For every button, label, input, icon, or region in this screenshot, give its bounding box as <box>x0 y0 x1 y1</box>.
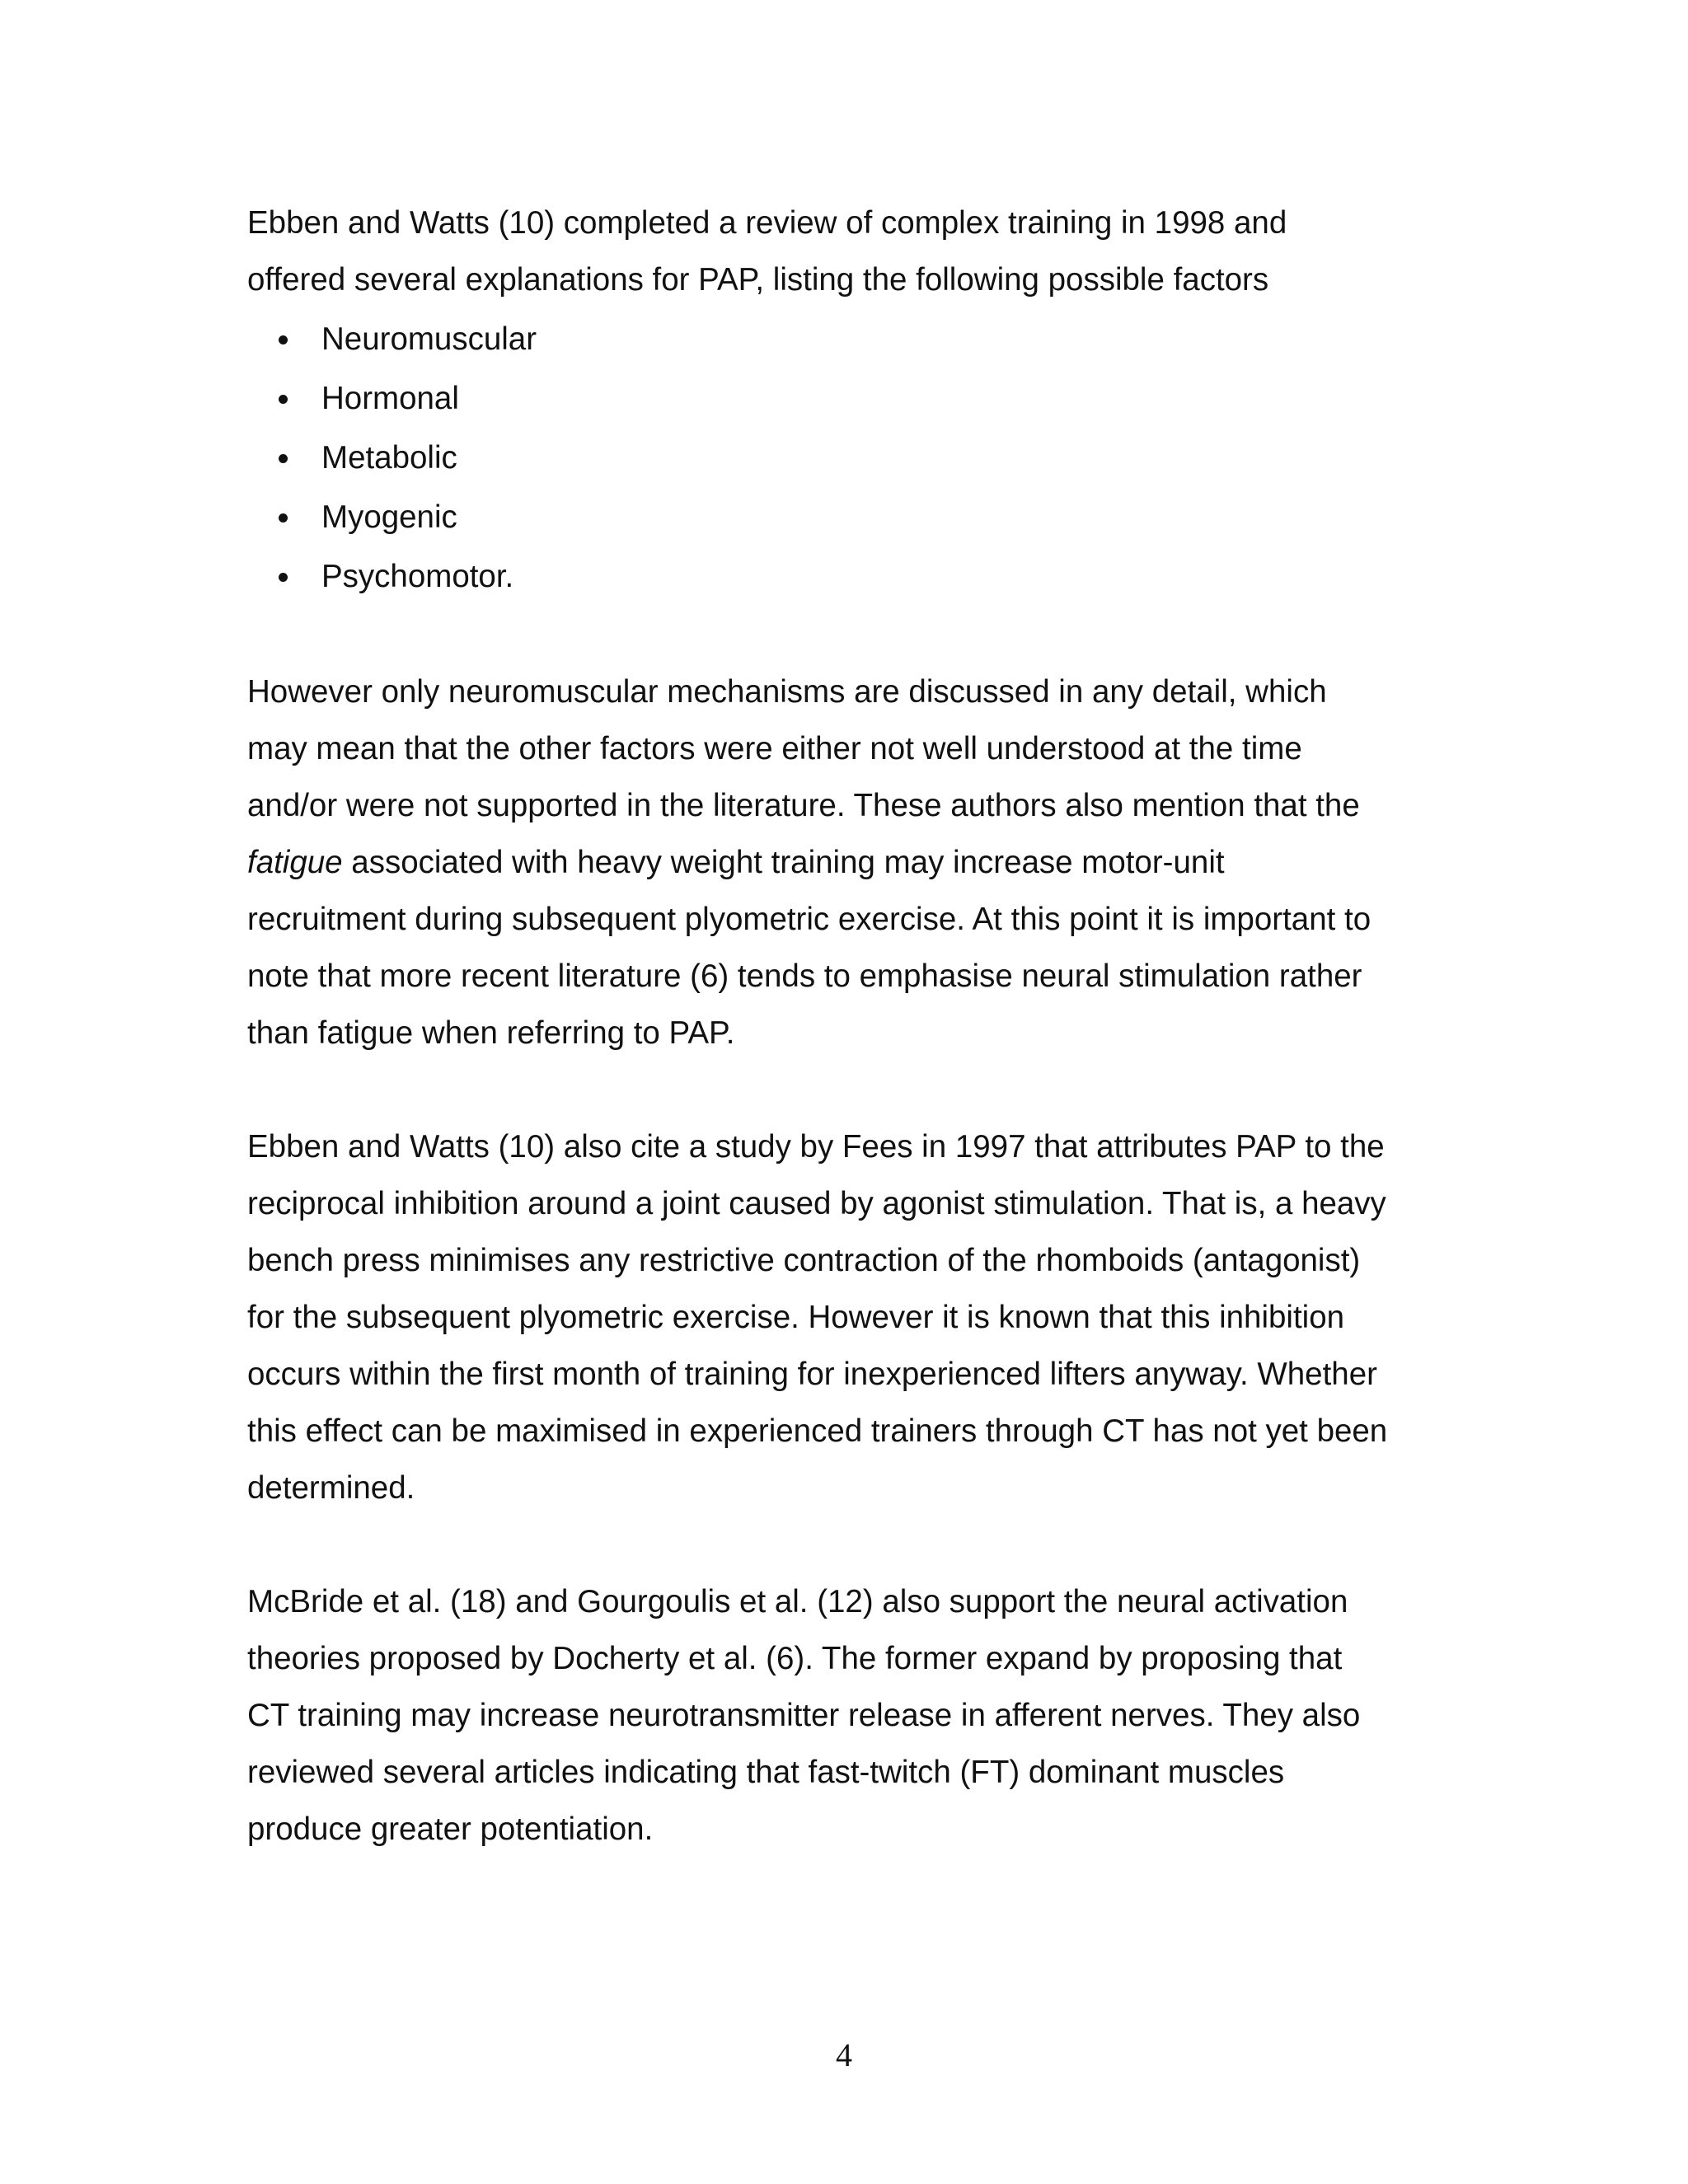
emphasized-word: fatigue <box>247 845 343 880</box>
text-line: this effect can be maximised in experienced trainers through CT has not yet been <box>247 1413 1388 1449</box>
bullet-icon <box>279 395 288 404</box>
text-line: bench press minimises any restrictive contraction of the rhomboids (antagonist) <box>247 1243 1361 1278</box>
list-item <box>247 488 1467 547</box>
page-number: 4 <box>836 2036 852 2074</box>
text-line: and/or were not supported in the literature. These authors also mention that the <box>247 788 1360 823</box>
paragraph-spacer <box>247 1062 1467 1118</box>
text-line: CT training may increase neurotransmitter release in afferent nerves. They also <box>247 1698 1361 1733</box>
list-item-label: Myogenic <box>321 499 457 535</box>
text-line: occurs within the first month of training for inexperienced lifters anyway. Whether <box>247 1357 1377 1392</box>
text-line: offered several explanations for PAP, listing the following possible factors <box>247 262 1269 298</box>
text-line <box>247 834 1467 891</box>
text-line: McBride et al. (18) and Gourgoulis et al. (12) also support the neural activation <box>247 1584 1348 1619</box>
text-line: note that more recent literature (6) tends to emphasise neural stimulation rather <box>247 958 1362 994</box>
paragraph-spacer <box>247 1516 1467 1573</box>
body-text <box>247 194 1467 1858</box>
list-item <box>247 429 1467 488</box>
list-item-label: Neuromuscular <box>321 321 537 357</box>
text-line: However only neuromuscular mechanisms are discussed in any detail, which <box>247 674 1327 710</box>
text-line: theories proposed by Docherty et al. (6). The former expand by proposing that <box>247 1641 1343 1676</box>
list-item-label: Psychomotor. <box>321 559 514 594</box>
text-line: Ebben and Watts (10) also cite a study by Fees in 1997 that attributes PAP to the <box>247 1129 1385 1165</box>
text-line: Ebben and Watts (10) completed a review of complex training in 1998 and <box>247 205 1287 241</box>
pap-factors-list <box>247 310 1467 607</box>
text-line: determined. <box>247 1470 415 1506</box>
paragraph-complex-training-review <box>247 194 1467 308</box>
text-line: than fatigue when referring to PAP. <box>247 1015 735 1051</box>
paragraph-spacer <box>247 607 1467 663</box>
paragraph-reciprocal-inhibition <box>247 1118 1467 1516</box>
text-line: for the subsequent plyometric exercise. However it is known that this inhibition <box>247 1300 1345 1335</box>
text-line: may mean that the other factors were either not well understood at the time <box>247 731 1302 766</box>
list-item <box>247 369 1467 429</box>
text-line: produce greater potentiation. <box>247 1811 654 1847</box>
text-line: reviewed several articles indicating that fast-twitch (FT) dominant muscles <box>247 1755 1285 1790</box>
text-line: reciprocal inhibition around a joint caused by agonist stimulation. That is, a heavy <box>247 1186 1386 1221</box>
paragraph-neural-activation <box>247 1573 1467 1858</box>
bullet-icon <box>279 513 288 523</box>
list-item <box>247 310 1467 369</box>
text-line-rest: associated with heavy weight training may increase motor-unit <box>342 845 1225 880</box>
paragraph-neuromuscular-mechanisms <box>247 663 1467 1062</box>
bullet-icon <box>279 573 288 582</box>
list-item-label: Hormonal <box>321 381 459 416</box>
bullet-icon <box>279 454 288 463</box>
bullet-icon <box>279 335 288 344</box>
list-item <box>247 547 1467 607</box>
text-line: recruitment during subsequent plyometric exercise. At this point it is important to <box>247 902 1372 937</box>
list-item-label: Metabolic <box>321 440 457 476</box>
